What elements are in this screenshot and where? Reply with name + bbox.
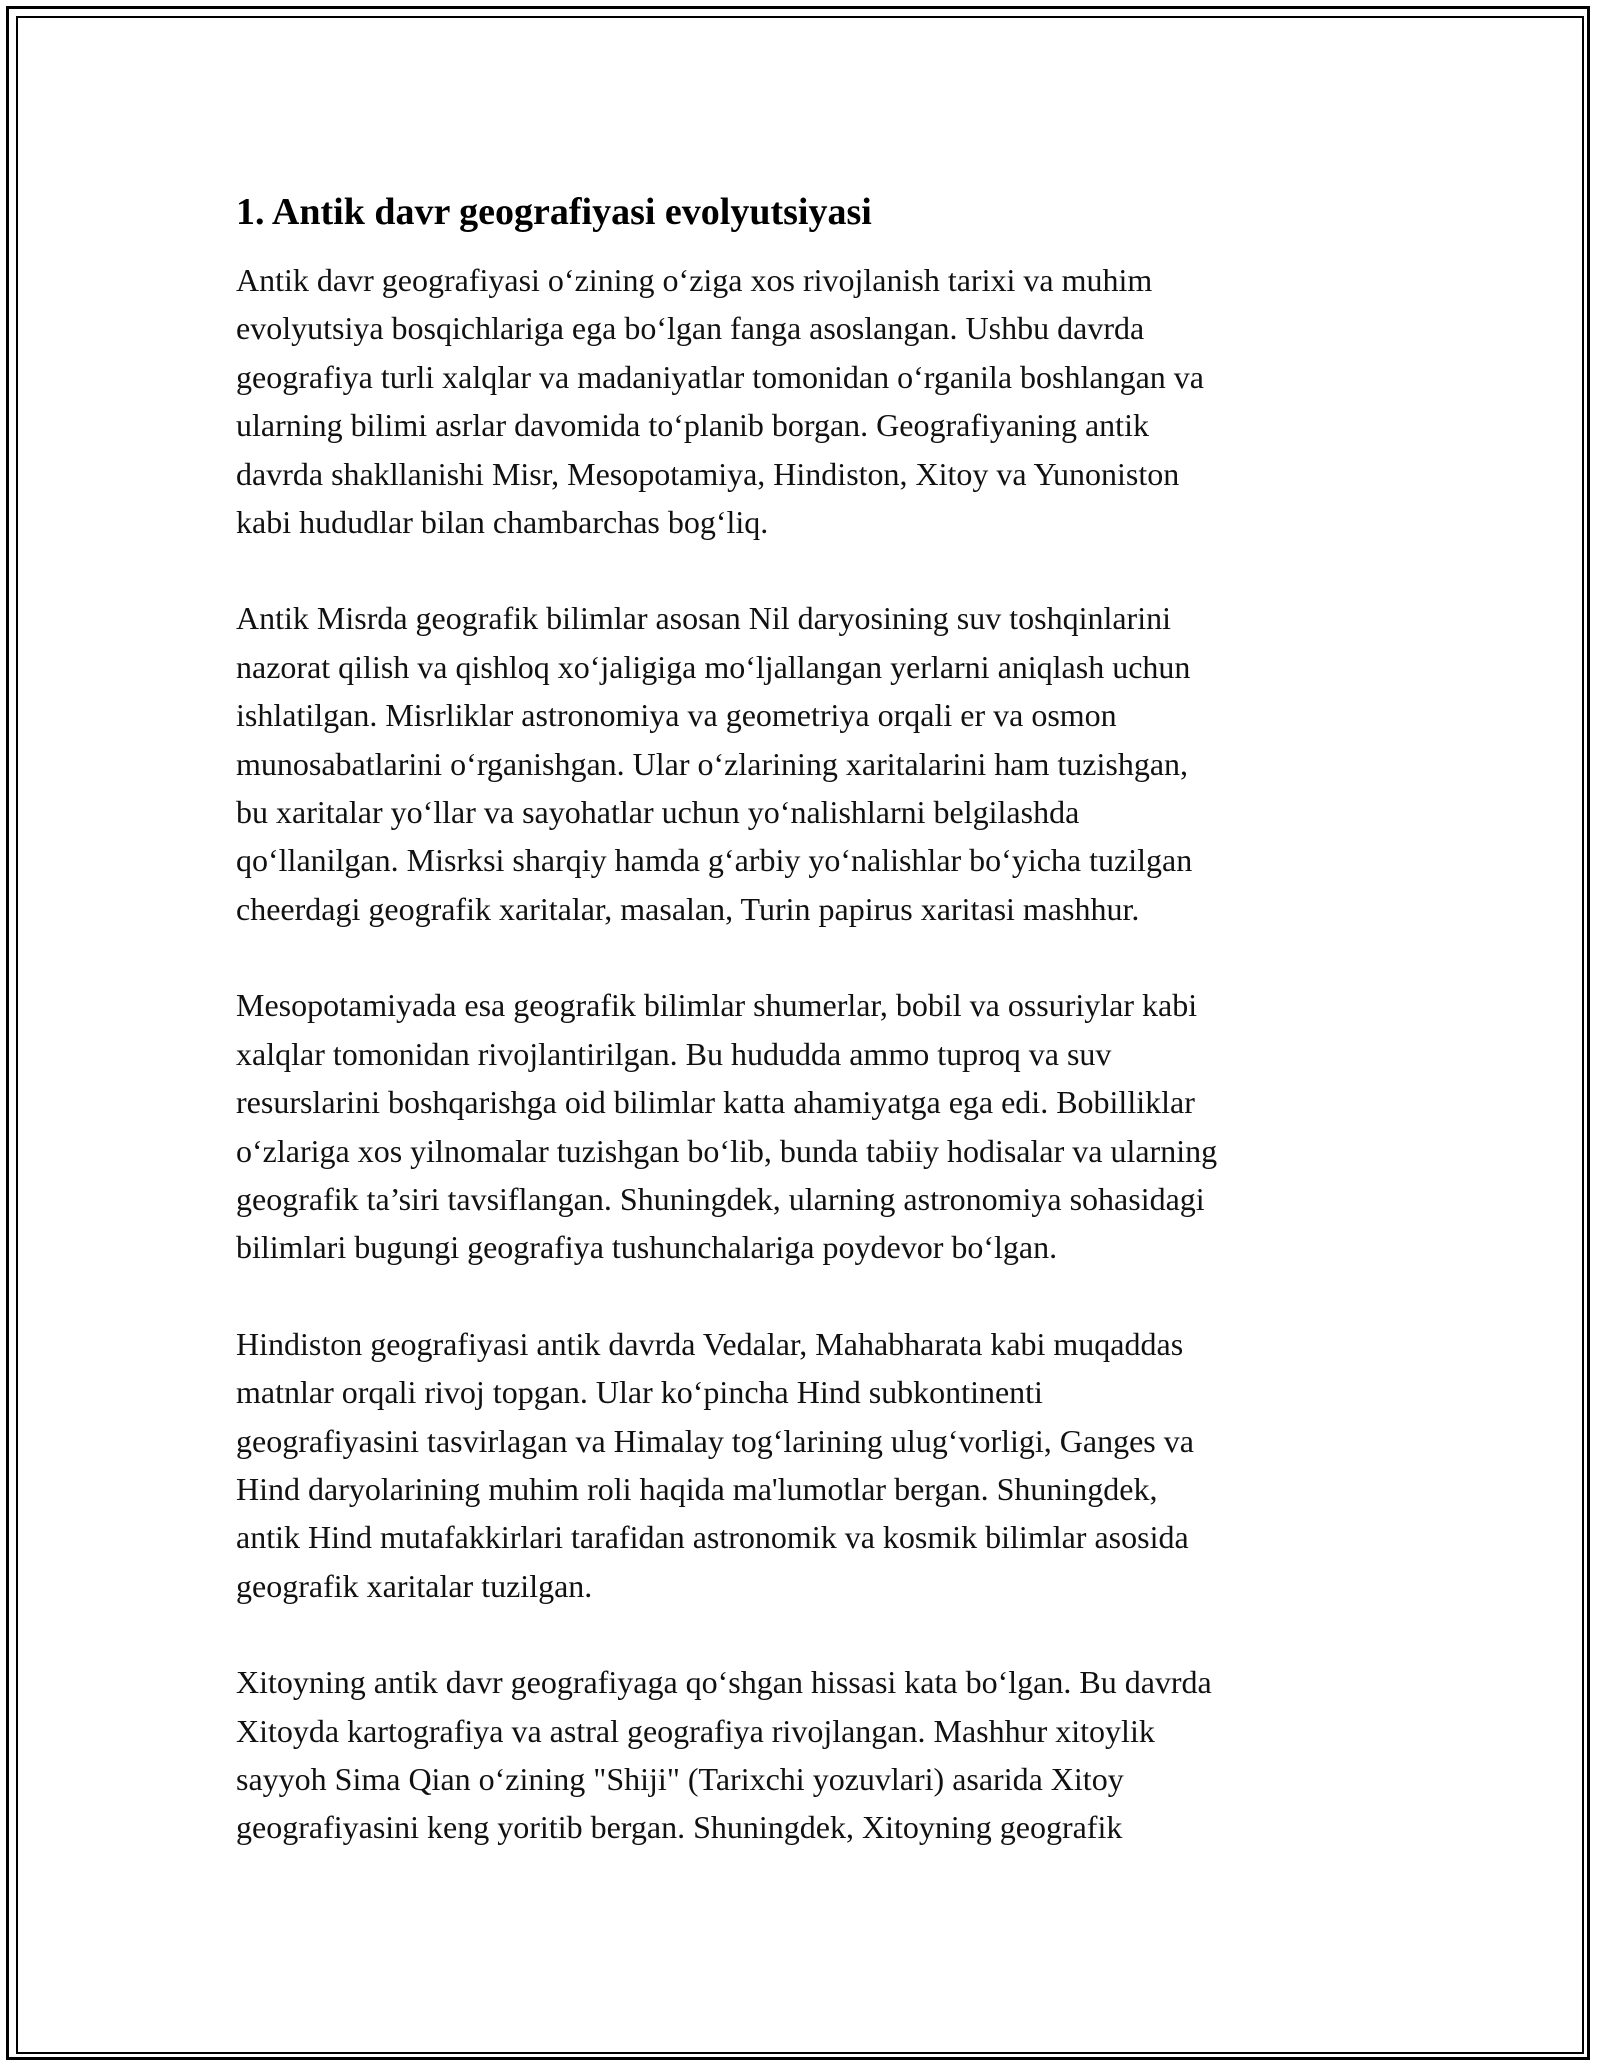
paragraph-china: Xitoyning antik davr geografiyaga qo‘shgan hissasi kata bo‘lgan. Bu davrda Xitoyda kartografiya va astral geografiya rivojlangan. Mashhur xitoylik sayyoh Sima Qian o‘zining "Shiji" (Tarixchi yozuvlari) asarida Xitoy geografiyasini keng yoritib bergan. Shuningdek, Xitoyning geografik [236, 1664, 1212, 1846]
paragraph-mesopotamia: Mesopotamiyada esa geografik bilimlar shumerlar, bobil va ossuriylar kabi xalqlar tomonidan rivojlantirilgan. Bu hududda ammo tuproq va suv resurslarini boshqarishga oid bilimlar katta ahamiyatga ega edi. Bobilliklar o‘zlariga xos yilnomalar tuzishgan bo‘lib, bunda tabiiy hodisalar va ularning geografik ta’siri tavsiflangan. Shuningdek, ularning astronomiya sohasidagi bilimlari bugungi geografiya tushunchalariga poydevor bo‘lgan. [236, 987, 1218, 1266]
paragraph-india: Hindiston geografiyasi antik davrda Vedalar, Mahabharata kabi muqaddas matnlar orqali rivoj topgan. Ular ko‘pincha Hind subkontinenti geografiyasini tasvirlagan va Himalay tog‘larining ulug‘vorligi, Ganges va Hind daryolarining muhim roli haqida ma'lumotlar bergan. Shuningdek, antik Hind mutafakkirlari tarafidan astronomik va kosmik bilimlar asosida geografik xaritalar tuzilgan. [236, 1325, 1194, 1604]
paragraph-intro: Antik davr geografiyasi o‘zining o‘ziga xos rivojlanish tarixi va muhim evolyutsiya bosqichlariga ega bo‘lgan fanga asoslangan. Ushbu davrda geografiya turli xalqlar va madaniyatlar tomonidan o‘rganila boshlangan va ularning bilimi asrlar davomida to‘planib borgan. Geografiyaning antik davrda shakllanishi Misr, Mesopotamiya, Hindiston, Xitoy va Yunoniston kabi hududlar bilan chambarchas bog‘liq. [236, 262, 1204, 541]
paragraph-egypt: Antik Misrda geografik bilimlar asosan Nil daryosining suv toshqinlarini nazorat qilish va qishloq xo‘jaligiga mo‘ljallangan yerlarni aniqlash uchun ishlatilgan. Misrliklar astronomiya va geometriya orqali er va osmon munosabatlarini o‘rganishgan. Ular o‘zlarining xaritalarini ham tuzishgan, bu xaritalar yo‘llar va sayohatlar uchun yo‘nalishlarni belgilashda qo‘llanilgan. Misrksi sharqiy hamda g‘arbiy yo‘nalishlar bo‘yicha tuzilgan cheerdagi geografik xaritalar, masalan, Turin papirus xaritasi mashhur. [236, 600, 1193, 927]
section-heading: 1. Antik davr geografiyasi evolyutsiyasi [236, 191, 872, 233]
document-body [236, 188, 1366, 1900]
